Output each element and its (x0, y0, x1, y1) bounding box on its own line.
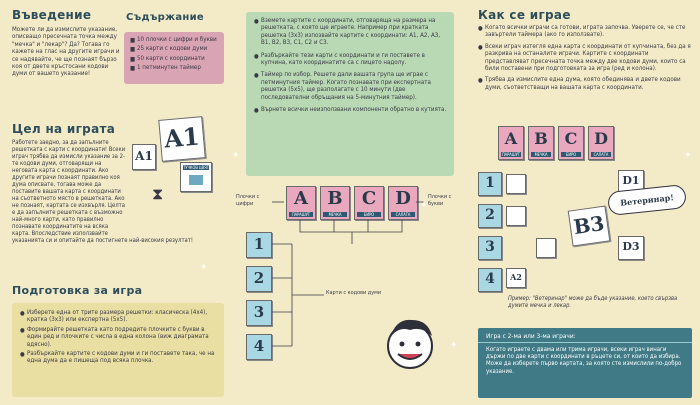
howto-letter-b: B МЕЧКА (528, 126, 554, 160)
howto-letter-a: A ПАРАШУТ (498, 126, 524, 160)
letter-tile-d: D САЛАТА (388, 186, 418, 220)
letter-tile-a: A ПАРАШУТ (286, 186, 316, 220)
two-three-players-text: Когато играете с двама или трима играчи, всеки играч винаги държи по две карти с координати в ръцете си, от които да избира. Може да изберете първо картата, за която сте измислили по-добро указание. (486, 346, 682, 375)
number-tile-3: 3 (246, 300, 272, 326)
howto-title: Как се играе (478, 8, 571, 22)
number-tile-1: 1 (246, 232, 272, 258)
setup-title: Подготовка за игра (12, 284, 143, 297)
steps-box (246, 12, 454, 176)
howto-number-1: 1 (478, 172, 502, 196)
howto-item: ● Трябва да измислите една дума, която обединява и двете кодови думи, съответстващи на вашата карта с координати. (478, 76, 681, 91)
contents-box (124, 32, 224, 84)
setup-item: ● Изберете една от трите размера решетки: класическа (4x4), кратка (3x3) или експертна (5x5). (20, 309, 208, 324)
left-column (0, 0, 232, 405)
howto-number-4: 4 (478, 268, 502, 292)
contents-list (124, 32, 224, 72)
intro-title: Въведение (12, 8, 92, 22)
goal-text: A1 A1 ТУЧКОВ ЦВЯТ ⧗ Работете заедно, за да запълните решетката с карти с координати! Всеки играч трябва да измисли указание за 2-те кодови думи, отговарящи на неговата карта с координати. Ако другите играчи познаят правилно коя дума описвате, тогава може да поставите вашата карта с координати на съответното място в решетката. Ако не познаят, картата се изхвърля. Целта е да запълните решетката с възможно най-много карти, като правилно познавате координатите на всяка карта. Впоследствие използвайте указанията си и опитайте да постигнете най-високия резултат! (12, 140, 224, 245)
number-tile-4: 4 (246, 334, 272, 360)
number-tile-2: 2 (246, 266, 272, 292)
contents-item: ■ 25 карти с кодови думи (130, 45, 208, 54)
letter-tile-c: C БИРО (354, 186, 384, 220)
howto-letter-c: C БИРО (558, 126, 584, 160)
star-decoration-icon: ✦ (450, 340, 458, 351)
placed-card (536, 238, 556, 258)
step-item: ● Таймер по избор. Решете дали вашата група ще играе с петминутния таймер. Когато познавате при експертната решетка (5x5), ще разполагате с 10 минути (две последователни обръщания на 5-минутния таймер). (254, 71, 431, 101)
two-three-players-title: Игра с 2-ма или 3-ма играчи: (478, 328, 692, 343)
contents-item: ■ 1 петминутен таймер (130, 64, 201, 73)
step-item: ● Разбъркайте тези карти с координати и ги поставете в купчина, като координатите са с лицето надолу. (254, 51, 425, 67)
goal-illustration (130, 121, 224, 234)
step-item: ● Върнете всички неизползвани компоненти обратно в кутията. (254, 106, 447, 115)
letter-tile-b: B МЕЧКА (320, 186, 350, 220)
placed-card (506, 206, 526, 226)
setup-item: ● Разбъркайте картите с кодови думи и ги поставете така, че на една дума да е пишеща под всяка плочка. (20, 350, 215, 365)
label-letter-tiles: Плочки с букви (428, 194, 452, 208)
coordinate-card-b3: B3 (568, 206, 611, 247)
star-decoration-icon: ✦ (420, 200, 428, 211)
intro-text: Можете ли да измислите указание, описващо пресечната точка между "мечка" и "лекар"? Да? Тогава го кажете на глас на другите играчи и се надявайте, че ще познаят бързо коя от двете кръстосани кодови думи от вашето указание! (12, 26, 120, 78)
howto-number-2: 2 (478, 204, 502, 228)
placed-card-a2: A2 (506, 268, 526, 288)
codeword-card: ТУЧКОВ ЦВЯТ (180, 162, 212, 192)
step-item: ● Вземете картите с координати, отговаряща на размера на решетката, с която ще играете. Например при кратката решетка (3x3) изпозвайте картите с координати: A1, A2, A3, B1, B2, B3, C1, C2 и C3. (254, 17, 441, 47)
label-digit-tiles: Плочки с цифри (236, 194, 260, 208)
mascot-face-illustration (382, 312, 438, 372)
middle-column (232, 0, 468, 405)
two-three-players-box (478, 328, 692, 398)
card-picture (189, 175, 203, 185)
contents-title: Съдържание (126, 12, 204, 23)
howto-item: ● Всеки играч изтегля една карта с координати от купчината, без да я разкрива на останалите играчи. Картите с координати представляват пресечната точка между две кодови думи, които са били поставени при подготовката за игра (ред и колона). (478, 42, 691, 73)
coordinate-card-a1: A1 (158, 116, 205, 162)
star-decoration-icon: ✦ (684, 150, 692, 161)
steps-list (246, 12, 454, 113)
setup-box (12, 303, 224, 397)
howto-letter-d: D САЛАТА (588, 126, 614, 160)
contents-item: ■ 10 плочки с цифри и букви (130, 36, 217, 44)
star-decoration-icon: ✦ (200, 262, 208, 273)
coordinate-card-small: A1 (132, 144, 156, 170)
label-codeword-cards: Карти с кодови думи (326, 290, 382, 296)
howto-list (478, 24, 692, 93)
goal-title: Цел на играта (12, 122, 116, 136)
speech-bubble: Ветеринар! (607, 184, 687, 216)
star-decoration-icon: ✦ (232, 150, 240, 161)
howto-number-3: 3 (478, 236, 502, 260)
coordinate-card-d3: D3 (618, 236, 644, 260)
contents-item: ■ 50 карти с координати (130, 54, 205, 63)
setup-item: ● Формирайте решетката като подредите плочките с букви в един ред и плочките с числа в една колона (виж диаграмата вдясно). (20, 325, 209, 348)
example-text: Пример: "Ветеринар" може да бъде указание, което свързва думите мечка и лекар. (508, 296, 678, 310)
right-column (468, 0, 700, 405)
howto-item: ● Когато всички играчи са готови, играта започва. Уверете се, че сте завъртели таймера (ако го използвате). (478, 24, 686, 39)
hourglass-icon: ⧗ (152, 184, 164, 203)
setup-list (12, 303, 224, 365)
placed-card (506, 174, 526, 194)
coordinate-card-d1: D1 (618, 170, 644, 194)
